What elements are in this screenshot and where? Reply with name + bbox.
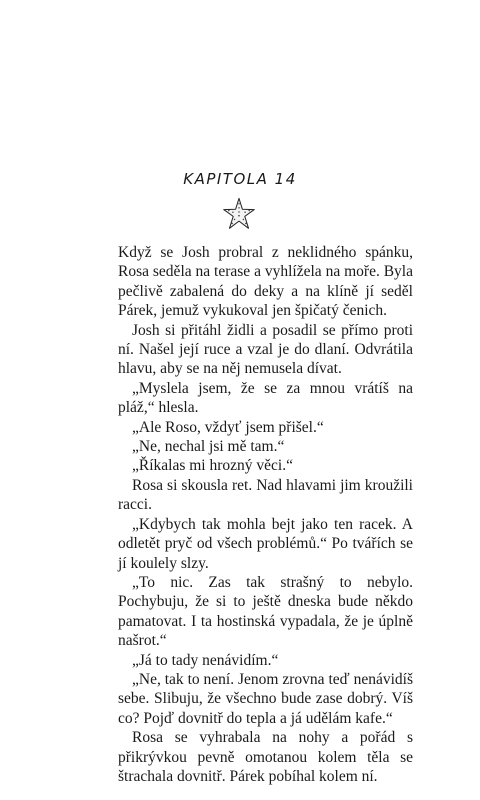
paragraph: Rosa se vyhrabala na nohy a pořád s přikrývkou pevně omotanou kolem těla se štrachala dovnitř. Párek pobíhal kolem ní. (118, 729, 413, 785)
paragraph: „Ne, tak to není. Jenom zrovna teď nenávidíš sebe. Slibuju, že všechno bude zase dobrý. Víš co? Pojď dovnitř do tepla a já udělám kafe.“ (118, 670, 413, 727)
starfish-icon (222, 197, 256, 231)
chapter-body (118, 243, 413, 786)
paragraph: „Ne, nechal jsi mě tam.“ (132, 438, 285, 456)
paragraph: „Já to tady nenávidím.“ (132, 651, 279, 669)
paragraph: „Kdybych tak mohla bejt jako ten racek. A odletět pryč od všech problémů.“ Po tvářích se jí koulely slzy. (118, 515, 413, 572)
chapter-heading: KAPITOLA 14 (183, 170, 297, 188)
paragraph: „Myslela jsem, že se za mnou vrátíš na pláž,“ hlesla. (118, 379, 413, 417)
paragraph: „Říkalas mi hrozný věci.“ (132, 457, 293, 475)
paragraph: „Ale Roso, vždyť jsem přišel.“ (132, 418, 324, 436)
paragraph: Když se Josh probral z neklidného spánku, Rosa seděla na terase a vyhlížela na moře. Byla pečlivě zabalená do deky a na klíně jí seděl Párek, jemuž vykukoval jen špičatý čenich. (118, 244, 413, 320)
paragraph: Rosa si skousla ret. Nad hlavami jim kroužili racci. (118, 476, 413, 514)
paragraph: „To nic. Zas tak strašný to nebylo. Pochybuju, že si to ještě dneska bude někdo pamatovat. I ta hostinská vypadala, že je úplně našrot.“ (118, 573, 413, 650)
paragraph: Josh si přitáhl židli a posadil se přímo proti ní. Našel její ruce a vzal je do dlaní. Odvrátila hlavu, aby se na něj nemusela dívat. (118, 321, 413, 378)
